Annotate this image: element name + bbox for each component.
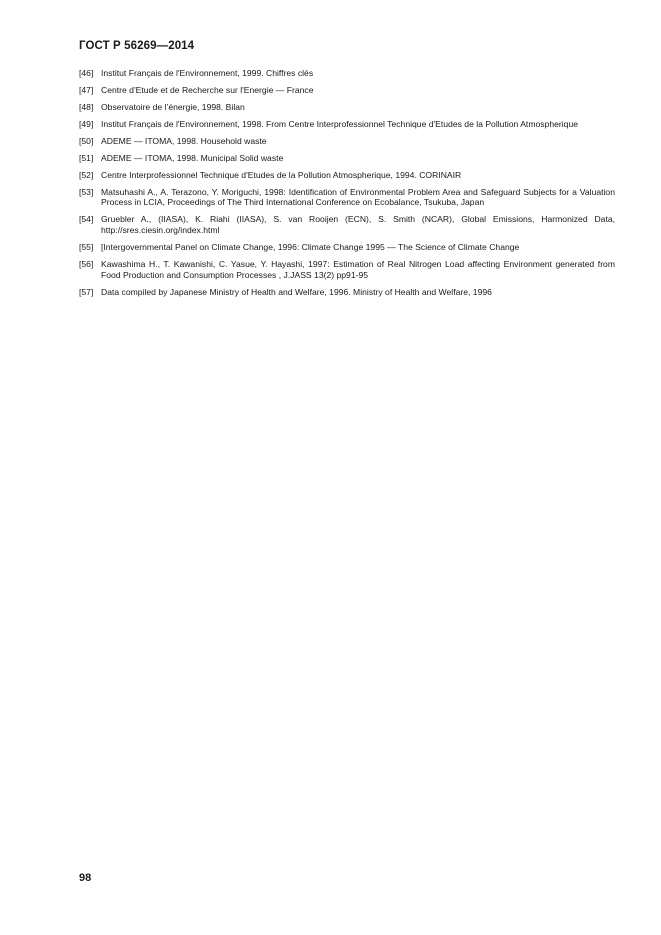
reference-number: [53] — [79, 186, 94, 197]
reference-item — [79, 85, 615, 96]
reference-text: ADEME — ITOMA, 1998. Municipal Solid waste — [101, 152, 284, 163]
reference-item — [79, 287, 615, 298]
reference-number: [49] — [79, 118, 94, 129]
reference-number: [50] — [79, 135, 94, 146]
reference-number: [55] — [79, 242, 94, 253]
reference-item — [79, 119, 615, 130]
reference-text: Gruebler A., (IIASA), K. Riahi (IIASA), S. van Rooijen (ECN), S. Smith (NCAR), Global Emissions, Harmonized Data, http://sres.ciesin.org/index.html — [101, 214, 615, 236]
reference-text: ADEME — ITOMA, 1998. Household waste — [101, 135, 267, 146]
reference-text: Institut Français de l'Environnement, 1999. Chiffres clés — [101, 68, 314, 78]
reference-item — [79, 170, 615, 181]
reference-text: Kawashima H., T. Kawanishi, C. Yasue, Y. Hayashi, 1997: Estimation of Real Nitrogen Load affecting Environment generated from Food Production and Consumption Processes , J.JASS 13(2) pp91-95 — [101, 259, 615, 280]
reference-item — [79, 102, 615, 113]
reference-item — [79, 214, 615, 235]
reference-item — [79, 68, 615, 79]
reference-text: Centre Interprofessionnel Technique d'Etudes de la Pollution Atmospherique, 1994. CORINAIR — [101, 169, 462, 180]
reference-number: [47] — [79, 84, 94, 95]
reference-item — [79, 242, 615, 253]
reference-number: [56] — [79, 259, 94, 270]
reference-list — [79, 68, 615, 304]
reference-number: [54] — [79, 214, 94, 225]
reference-text: Data compiled by Japanese Ministry of Health and Welfare, 1996. Ministry of Health and Welfare, 1996 — [101, 286, 492, 297]
reference-item — [79, 187, 615, 208]
reference-text: Observatoire de l’énergie, 1998. Bilan — [101, 101, 245, 112]
reference-number: [48] — [79, 101, 94, 112]
reference-item — [79, 259, 615, 280]
reference-number: [46] — [79, 68, 94, 78]
reference-text: Centre d'Etude et de Recherche sur l'Energie — France — [101, 84, 314, 95]
reference-text: [Intergovernmental Panel on Climate Change, 1996: Climate Change 1995 — The Science of Climate Change — [101, 242, 520, 253]
reference-number: [52] — [79, 169, 94, 180]
reference-item — [79, 136, 615, 147]
document-header: ГОСТ Р 56269—2014 — [79, 40, 195, 52]
reference-text: Institut Français de l'Environnement, 1998. From Centre Interprofessionnel Technique d'Etudes de la Pollution Atmospherique — [101, 118, 579, 129]
reference-item — [79, 153, 615, 164]
reference-number: [57] — [79, 286, 94, 297]
reference-number: [51] — [79, 152, 94, 163]
reference-text: Matsuhashi A., A. Terazono, Y. Moriguchi, 1998: Identification of Environmental Problem Area and Safeguard Subjects for a Valuation Process in LCIA, Proceedings of The Third International Conference on Ecobalance, Tsukuba, Japan — [101, 186, 615, 208]
page-number: 98 — [79, 872, 92, 884]
